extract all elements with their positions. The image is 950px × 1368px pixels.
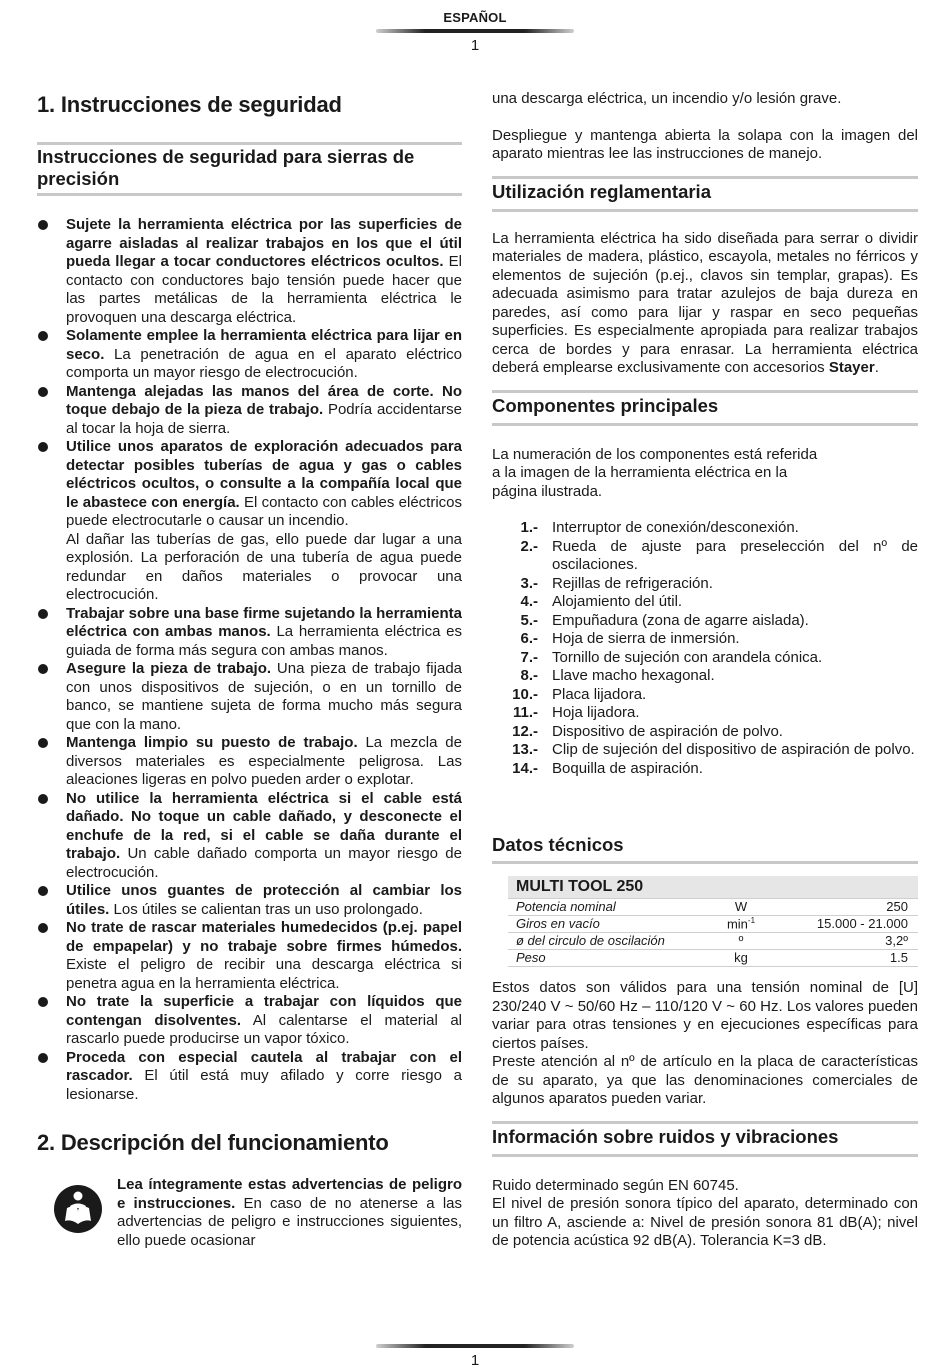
list-item: 13.- Clip de sujeción del dispositivo de aspiración de polvo.	[512, 741, 915, 758]
components-list	[492, 519, 918, 778]
tech-table	[508, 876, 918, 967]
header-page-number: 1	[470, 37, 480, 54]
list-item: 1.- Interruptor de conexión/desconexión.	[520, 519, 799, 536]
list-item: 3.- Rejillas de refrigeración.	[520, 574, 713, 592]
bullet-icon	[38, 794, 48, 804]
list-item: 4.- Alojamiento del útil.	[520, 593, 683, 610]
list-item: 5.- Empuñadura (zona de agarre aislada).	[520, 611, 809, 629]
bullet-icon	[38, 220, 48, 230]
table-row: Peso kg 1.5	[508, 950, 918, 967]
list-item: Solamente emplee la herramienta eléctrica para lijar en seco. La penetración de agua en el aparato eléctrico comporta un mayor riesgo de electrocución.	[37, 327, 462, 383]
noise-text-1: Ruido determinado según EN 60745.	[492, 1176, 739, 1194]
safety-list	[37, 216, 462, 1104]
footer-rule	[376, 1344, 574, 1348]
table-row: Giros en vacío $\min^{-1}$ 15.000 - 21.000	[508, 916, 918, 933]
bullet-icon	[38, 738, 48, 748]
tech-text-1: Estos datos son válidos para una tensión nominal de [U] 230/240 V ~ 50/60 Hz – 110/120 V ~ 60 Hz. Los valores pueden variar para otras tensiones y en ejecuciones específicas para ciertos países.	[492, 979, 918, 1052]
tech-title: Datos técnicos	[492, 832, 918, 864]
list-item: 6.- Hoja de sierra de inmersión.	[520, 630, 740, 647]
warning-text: Lea íntegramente estas advertencias de peligro e instrucciones. En caso de no atenerse a las advertencias de peligro e instrucciones siguientes, ello puede ocasionar	[117, 1176, 462, 1249]
left-column	[37, 90, 462, 1250]
table-row: Potencia nominal W 250	[508, 899, 918, 916]
bullet-icon	[38, 923, 48, 933]
tech-text-2: Preste atención al nº de artículo en la placa de características de su aparato, ya que las denominaciones comerciales de algunos aparatos pueden variar.	[492, 1053, 918, 1108]
list-item: Sujete la herramienta eléctrica por las superficies de agarre aisladas al realizar trabajos en los que el útil pueda llegar a tocar conductores eléctricos ocultos. El contacto con conductores bajo tensión puede hacer que las partes metálicas de la herramienta eléctrica le provoquen una descarga eléctrica.	[37, 216, 462, 327]
bullet-icon	[38, 442, 48, 452]
read-manual-icon	[53, 1184, 103, 1234]
components-intro: La numeración de los componentes está referida a la imagen de la herramienta eléctrica en la página ilustrada.	[492, 445, 818, 500]
list-item: 8.- Llave macho hexagonal.	[520, 667, 715, 684]
header-language: ESPAÑOL	[443, 10, 507, 25]
fold-text: Despliegue y mantenga abierta la solapa con la imagen del aparato mientras lee las instrucciones de manejo.	[492, 126, 918, 162]
warning-block	[37, 1176, 462, 1250]
use-text: La herramienta eléctrica ha sido diseñada para serrar o dividir materiales de madera, plástico, escayola, metales no férricos y elementos de sujeción (p.ej., clavos sin templar, grapas). Es adecuada asimismo para tratar azulejos de baja dureza en paredes, así como para lijar y raspar en seco pequeñas superficies. Es especialmente apropiada para realizar trabajos cerca de bordes y para enrasar. La herramienta eléctrica deberá emplearse exclusivamente con accesorios Stayer.	[492, 229, 918, 376]
list-item: Utilice unos guantes de protección al cambiar los útiles. Los útiles se calientan tras un uso prolongado.	[37, 882, 462, 919]
list-item: Asegure la pieza de trabajo. Una pieza de trabajo fijada con unos dispositivos de sujeción, o en un tornillo de banco, se mantiene sujeta de forma mucho más segura que con la mano.	[37, 660, 462, 734]
list-item: No trate de rascar materiales humedecidos (p.ej. papel de empapelar) y no trabaje sobre firmes húmedos. Existe el peligro de recibir una descarga eléctrica si penetra agua en la herramienta eléctrica.	[37, 919, 462, 993]
components-title: Componentes principales	[492, 390, 918, 426]
bullet-icon	[38, 886, 48, 896]
header-rule	[376, 29, 574, 33]
list-item: Mantenga alejadas las manos del área de corte. No toque debajo de la pieza de trabajo. Podría accidentarse al tocar la hoja de sierra.	[37, 383, 462, 439]
bullet-icon	[38, 997, 48, 1007]
bullet-icon	[38, 609, 48, 619]
list-item: 12.- Dispositivo de aspiración de polvo.	[512, 722, 783, 740]
list-item: Mantenga limpio su puesto de trabajo. La mezcla de diversos materiales es especialmente peligrosa. Las aleaciones ligeras en polvo pueden arder o explotar.	[37, 734, 462, 790]
right-column	[492, 90, 918, 1251]
list-item: Utilice unos aparatos de exploración adecuados para detectar posibles tuberías de agua y gas o cables eléctricos ocultos, o consulte a la compañía local que le abastece con energía. El contacto con cables eléctricos puede electrocutarle o causar un incendio. Al dañar las tuberías de gas, ello puede dar lugar a una explosión. La perforación de una tubería de agua puede redundar en daños materiales o provocar una electrocución.	[37, 438, 462, 605]
noise-text-2: El nivel de presión sonora típico del aparato, determinado con un filtro A, asciende a: Nivel de presión sonora 81 dB(A); nivel de potencia acústica 92 dB(A). Tolerancia K=3 dB.	[492, 1195, 918, 1250]
list-item: 14.- Boquilla de aspiración.	[512, 759, 703, 777]
table-row: ø del circulo de oscilación º 3,2º	[508, 933, 918, 950]
list-item: 11.- Hoja lijadora.	[512, 704, 640, 721]
table-header-row	[508, 876, 918, 899]
list-item: Trabajar sobre una base firme sujetando la herramienta eléctrica con ambas manos. La herramienta eléctrica es guiada de forma más segura con ambas manos.	[37, 605, 462, 661]
list-item: 7.- Tornillo de sujeción con arandela cónica.	[520, 648, 823, 666]
section1-title: 1. Instrucciones de seguridad	[37, 92, 342, 117]
footer-page-number: 1	[470, 1352, 480, 1368]
list-item: 2.- Rueda de ajuste para preselección del nº de oscilaciones.	[520, 537, 918, 573]
tech-model: MULTI TOOL 250	[508, 876, 918, 899]
bullet-icon	[38, 1053, 48, 1063]
list-item: Proceda con especial cautela al trabajar con el rascador. El útil está muy afilado y corre riesgo a lesionarse.	[37, 1049, 462, 1105]
bullet-icon	[38, 664, 48, 674]
list-item: No utilice la herramienta eléctrica si el cable está dañado. No toque un cable dañado, y desconecte el enchufe de la red, si el cable se daña durante el trabajo. Un cable dañado comporta un mayor riesgo de electrocución.	[37, 790, 462, 883]
use-title: Utilización reglamentaria	[492, 176, 918, 212]
list-item: 10.- Placa lijadora.	[512, 685, 647, 703]
list-item: No trate la superficie a trabajar con líquidos que contengan disolventes. Al calentarse el material al rascarlo puede producirse un vapor tóxico.	[37, 993, 462, 1049]
subsection-title: Instrucciones de seguridad para sierras de precisión	[37, 142, 462, 196]
noise-title: Información sobre ruidos y vibraciones	[492, 1121, 918, 1157]
continued-text: una descarga eléctrica, un incendio y/o lesión grave.	[492, 90, 842, 107]
bullet-icon	[38, 387, 48, 397]
section2-title: 2. Descripción del funcionamiento	[37, 1130, 389, 1155]
bullet-icon	[38, 331, 48, 341]
